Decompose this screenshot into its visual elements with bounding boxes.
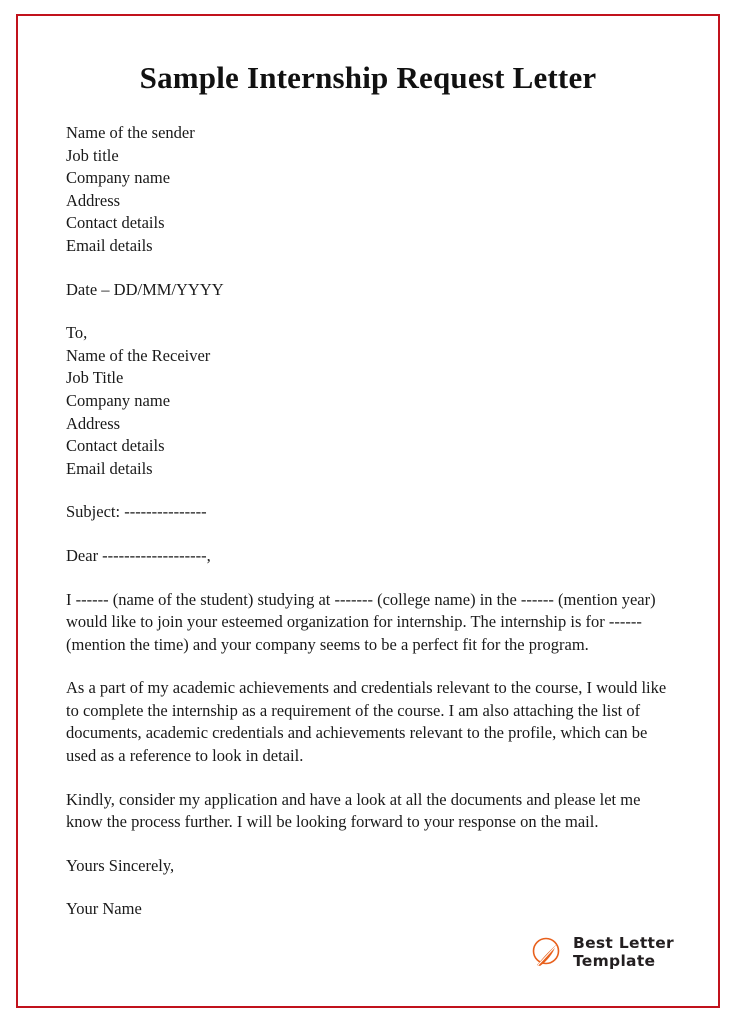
- watermark-line-1: Best Letter: [572, 934, 674, 953]
- subject-line: Subject: ---------------: [66, 502, 207, 522]
- watermark-text: [573, 935, 674, 970]
- receiver-line: Name of the Receiver: [66, 345, 211, 365]
- sender-line: Company name: [66, 168, 171, 188]
- page-title: Sample Internship Request Letter: [139, 60, 597, 95]
- receiver-line: Company name: [66, 390, 171, 410]
- closing-block: [66, 855, 670, 878]
- watermark-line-2: Template: [572, 951, 656, 970]
- watermark-logo: [531, 935, 674, 970]
- receiver-line: Job Title: [66, 368, 124, 388]
- receiver-line: To,: [66, 323, 88, 343]
- salutation-block: [66, 545, 670, 568]
- receiver-address-block: [66, 322, 670, 480]
- salutation-line: Dear -------------------,: [66, 545, 211, 565]
- body-paragraph-3: Kindly, consider my application and have a look at all the documents and please let me know the process further. I will be looking forward to your response on the mail.: [66, 789, 641, 832]
- receiver-line: Address: [66, 413, 121, 433]
- letter-sheet: [16, 14, 720, 1008]
- feather-pen-icon: [531, 936, 565, 970]
- date-line: Date – DD/MM/YYYY: [66, 279, 224, 299]
- sender-line: Contact details: [66, 213, 165, 233]
- body-paragraph-2: As a part of my academic achievements and credentials relevant to the course, I would like to complete the internship as a requirement of the course. I am also attaching the list of documents, academic credentials and achievements relevant to the profile, which can be used as a reference to look in detail.: [66, 678, 667, 766]
- signature-name: Your Name: [66, 899, 142, 919]
- sender-line: Address: [66, 190, 121, 210]
- body-paragraph-1: I ------ (name of the student) studying at ------- (college name) in the ------ (mention year) would like to join your esteemed organization for internship. The internship is for ------ (mention the time) and your company seems to be a perfect fit for the program.: [66, 589, 656, 654]
- sender-line: Job title: [66, 145, 119, 165]
- date-block: [66, 279, 670, 302]
- sender-line: Name of the sender: [66, 123, 195, 142]
- signature-block: [66, 898, 670, 921]
- sender-line: Email details: [66, 235, 153, 255]
- letter-body: [66, 122, 670, 921]
- sender-address-block: [66, 122, 670, 258]
- receiver-line: Contact details: [66, 436, 165, 456]
- subject-block: [66, 501, 670, 524]
- closing-line: Yours Sincerely,: [66, 855, 175, 875]
- receiver-line: Email details: [66, 458, 153, 478]
